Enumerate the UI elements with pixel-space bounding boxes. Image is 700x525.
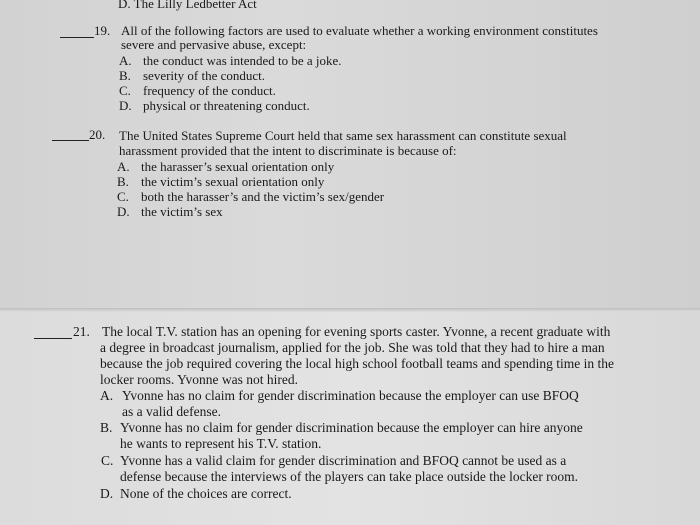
question-20-stem-line: harassment provided that the intent to discriminate is because of: (119, 143, 457, 158)
lower-page (0, 312, 700, 525)
question-21-stem-line: locker rooms. Yvonne was not hired. (100, 372, 298, 387)
option-20-c-letter: C. (117, 189, 129, 204)
option-19-b-text: severity of the conduct. (143, 68, 266, 83)
question-19-stem-line: All of the following factors are used to evaluate whether a working environment constitutes (121, 23, 598, 38)
option-20-b-letter: B. (117, 174, 129, 189)
option-19-a-text: the conduct was intended to be a joke. (143, 53, 342, 68)
option-20-a-text: the harasser’s sexual orientation only (141, 159, 335, 174)
option-21-b-letter: B. (100, 420, 113, 435)
option-21-d-letter: D. (100, 486, 114, 501)
question-number-19: 19. (94, 23, 111, 38)
option-20-a-letter: A. (117, 159, 130, 174)
question-20-stem-line: The United States Supreme Court held that same sex harassment can constitute sexual (119, 128, 567, 143)
option-21-c-text: defense because the interviews of the players can take place outside the locker room. (120, 469, 579, 484)
option-21-a-text: Yvonne has no claim for gender discrimination because the employer can use BFOQ (122, 388, 579, 403)
question-number-20: 20. (89, 127, 106, 142)
option-20-d-text: the victim’s sex (141, 204, 223, 219)
question-number-21: 21. (73, 324, 90, 339)
option-21-b-text: he wants to represent his T.V. station. (120, 436, 322, 451)
question-21-stem-line: a degree in broadcast journalism, applied for the job. She was told that they had to hire a man (100, 340, 605, 355)
option-21-a-letter: A. (100, 388, 114, 403)
option-20-d-letter: D. (117, 204, 130, 219)
option-19-c-letter: C. (119, 83, 131, 98)
option-21-b-text: Yvonne has no claim for gender discrimination because the employer can hire anyone (120, 420, 583, 435)
option-19-b-letter: B. (119, 68, 131, 83)
option-21-d-text: None of the choices are correct. (120, 486, 292, 501)
option-21-c-letter: C. (101, 453, 114, 468)
option-21-a-text: as a valid defense. (122, 404, 221, 419)
question-21-stem-line: The local T.V. station has an opening for evening sports caster. Yvonne, a recent graduate with (102, 324, 611, 339)
previous-option-d: D. The Lilly Ledbetter Act (118, 0, 257, 11)
option-21-c-text: Yvonne has a valid claim for gender discrimination and BFOQ cannot be used as a (120, 453, 567, 468)
option-20-b-text: the victim’s sexual orientation only (141, 174, 325, 189)
option-19-d-text: physical or threatening conduct. (143, 98, 310, 113)
option-20-c-text: both the harasser’s and the victim’s sex/gender (141, 189, 385, 204)
option-19-d-letter: D. (119, 98, 132, 113)
answer-blank-21[interactable] (34, 338, 72, 339)
question-19-stem-line: severe and pervasive abuse, except: (121, 37, 307, 52)
option-19-c-text: frequency of the conduct. (143, 83, 276, 98)
option-19-a-letter: A. (119, 53, 132, 68)
question-21-stem-line: because the job required covering the local high school football teams and spending time in the (100, 356, 614, 371)
answer-blank-20[interactable] (52, 140, 89, 141)
answer-blank-19[interactable] (60, 37, 94, 38)
